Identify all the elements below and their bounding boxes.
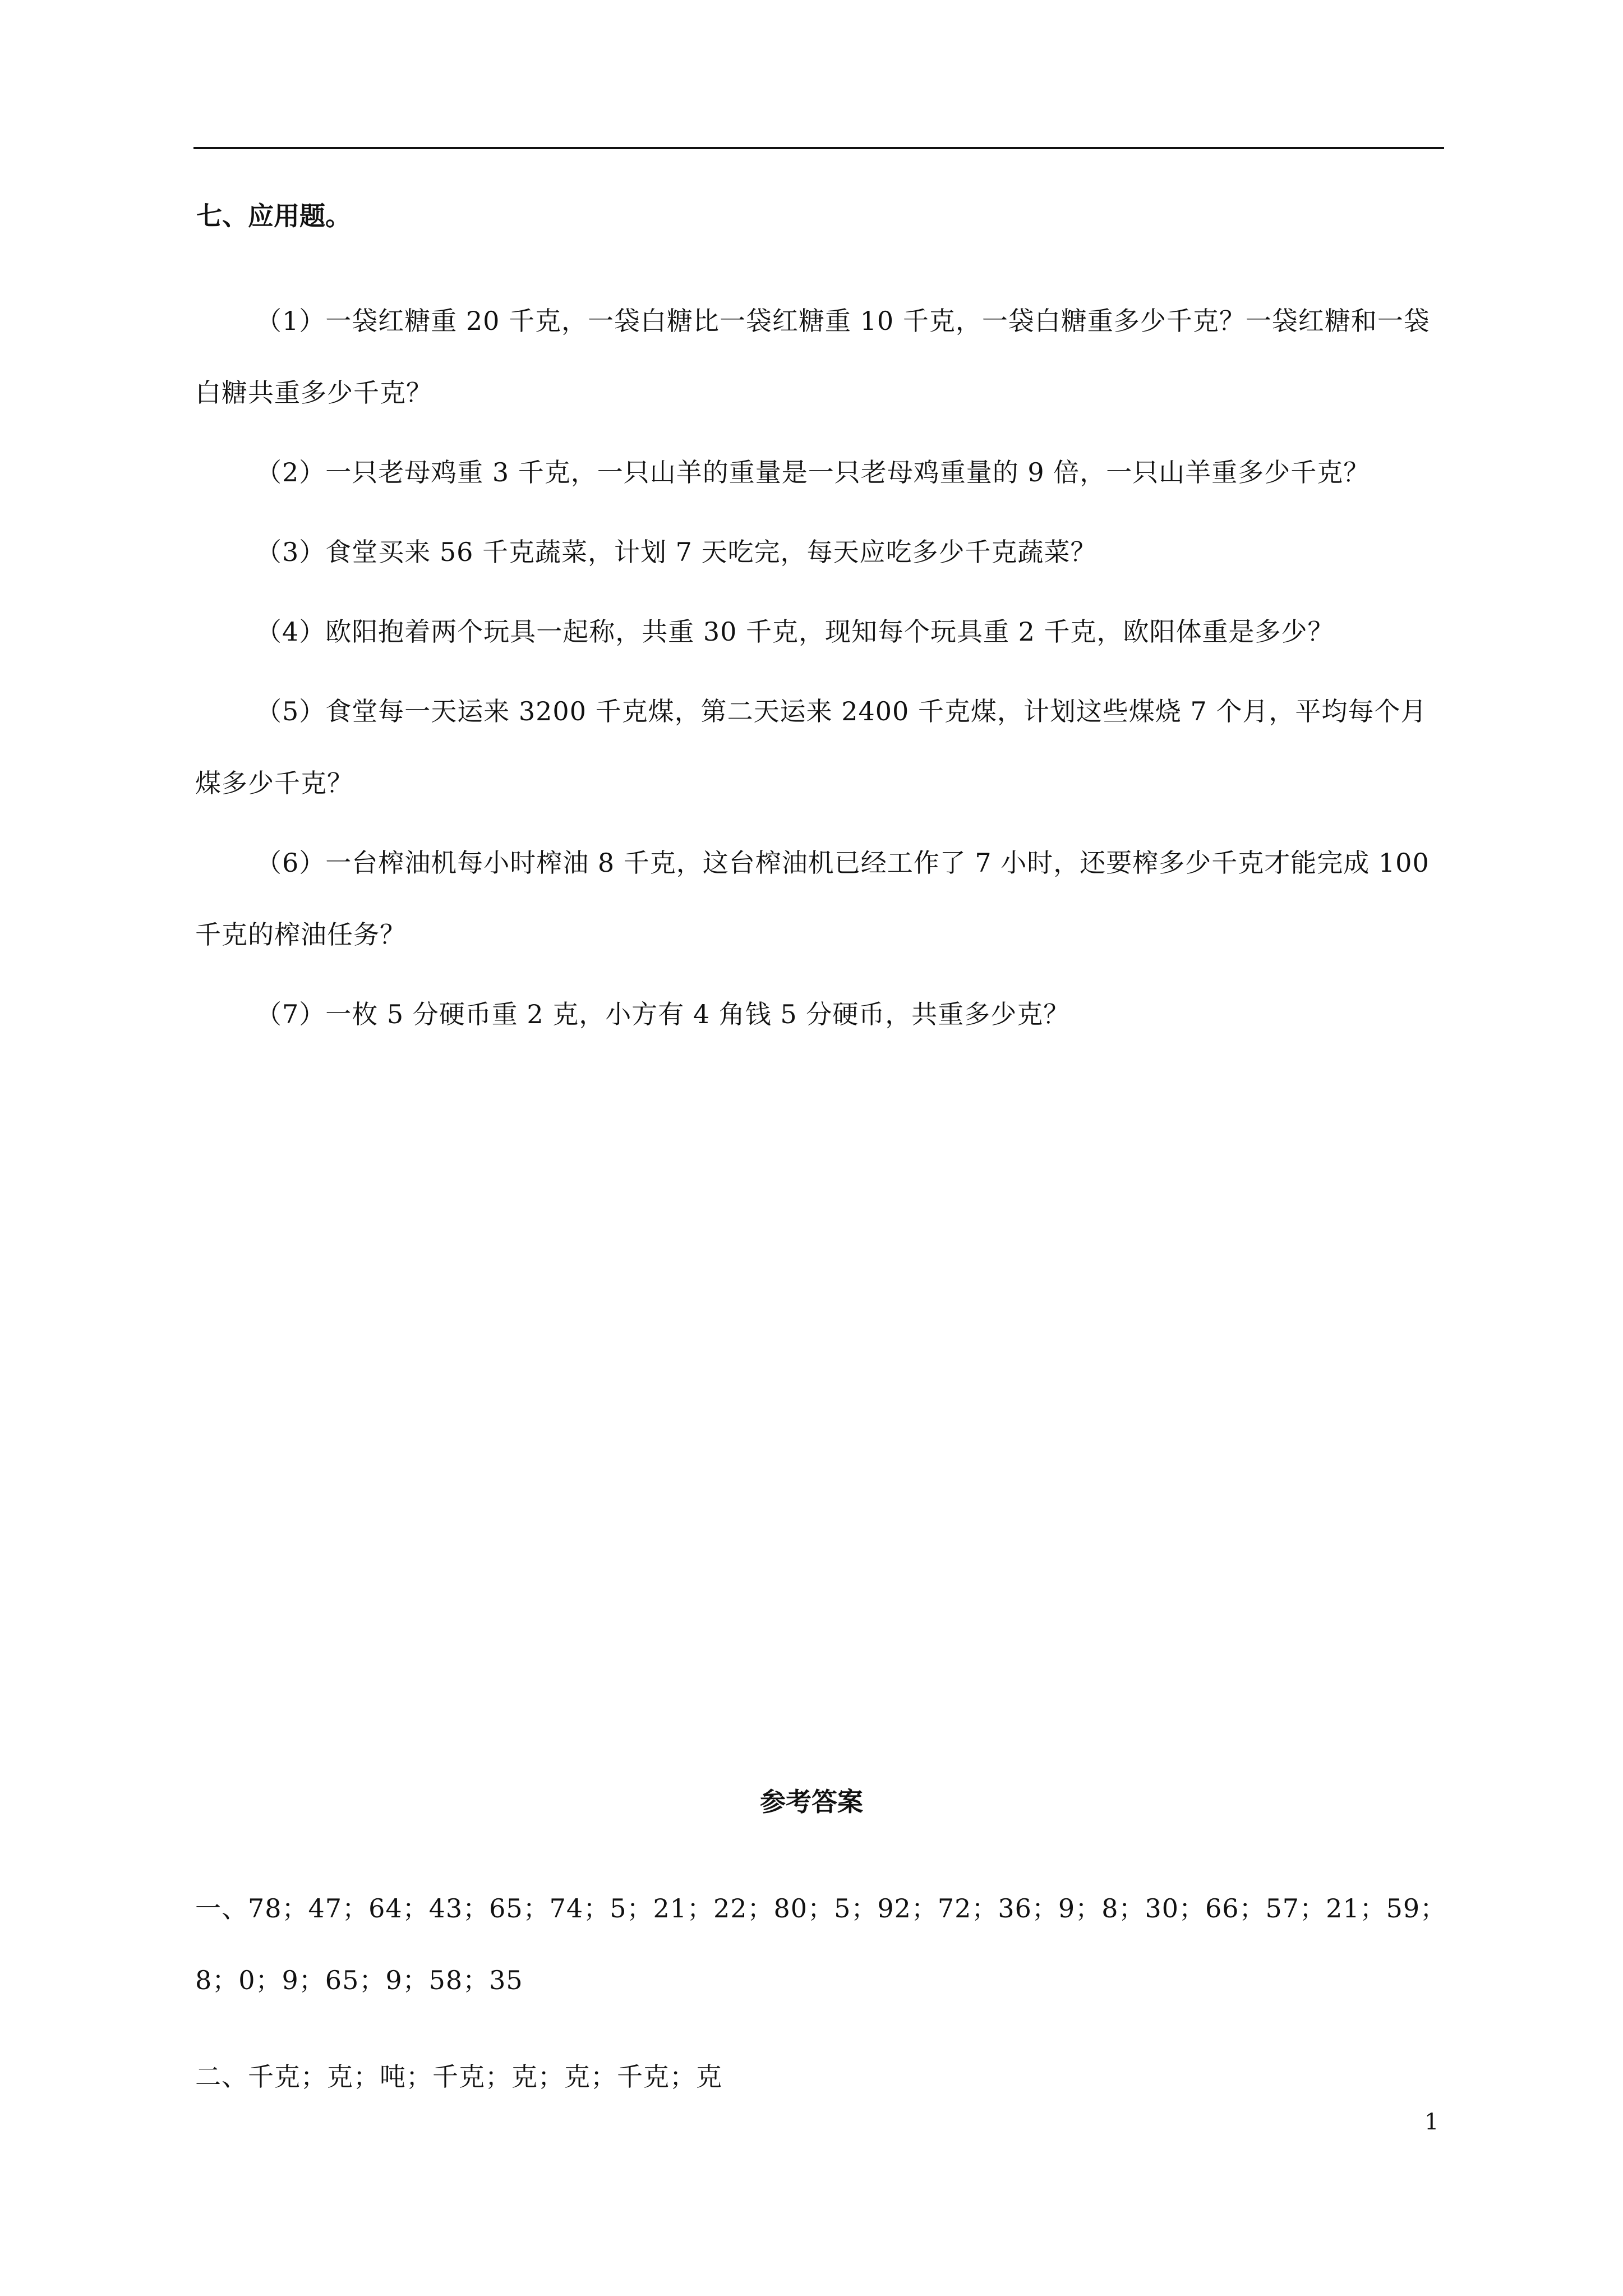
question-item: （2）一只老母鸡重 3 千克，一只山羊的重量是一只老母鸡重量的 9 倍，一只山羊重多少千克？: [256, 457, 1370, 487]
question-item: （3）食堂买来 56 千克蔬菜，计划 7 天吃完，每天应吃多少千克蔬菜？: [256, 537, 1097, 567]
question-item: （5）食堂每一天运来 3200 千克煤，第二天运来 2400 千克煤，计划这些煤烧 7 个月，平均每个月煤多少千克？: [195, 696, 1427, 798]
answers-heading: 参考答案: [760, 1787, 863, 1817]
header-rule: [193, 147, 1444, 149]
question-item: （6）一台榨油机每小时榨油 8 千克，这台榨油机已经工作了 7 小时，还要榨多少千克才能完成 100 千克的榨油任务？: [195, 848, 1430, 950]
answer-line: 一、78；47；64；43；65；74；5；21；22；80；5；92；72；36；9；8；30；66；57；21；59；8；0；9；65；9；58；35: [195, 1893, 1447, 1995]
section-title: 七、应用题。: [196, 201, 351, 231]
answer-line: 二、千克；克；吨；千克；克；克；千克；克: [195, 2062, 722, 2092]
page-number: 1: [1424, 2109, 1439, 2135]
question-item: （4）欧阳抱着两个玩具一起称，共重 30 千克，现知每个玩具重 2 千克，欧阳体重是多少？: [256, 616, 1334, 647]
question-list: [195, 285, 1449, 1058]
question-item: （7）一枚 5 分硬币重 2 克，小方有 4 角钱 5 分硬币，共重多少克？: [256, 999, 1070, 1029]
question-item: （1）一袋红糖重 20 千克，一袋白糖比一袋红糖重 10 千克，一袋白糖重多少千克？一袋红糖和一袋白糖共重多少千克？: [195, 306, 1430, 408]
